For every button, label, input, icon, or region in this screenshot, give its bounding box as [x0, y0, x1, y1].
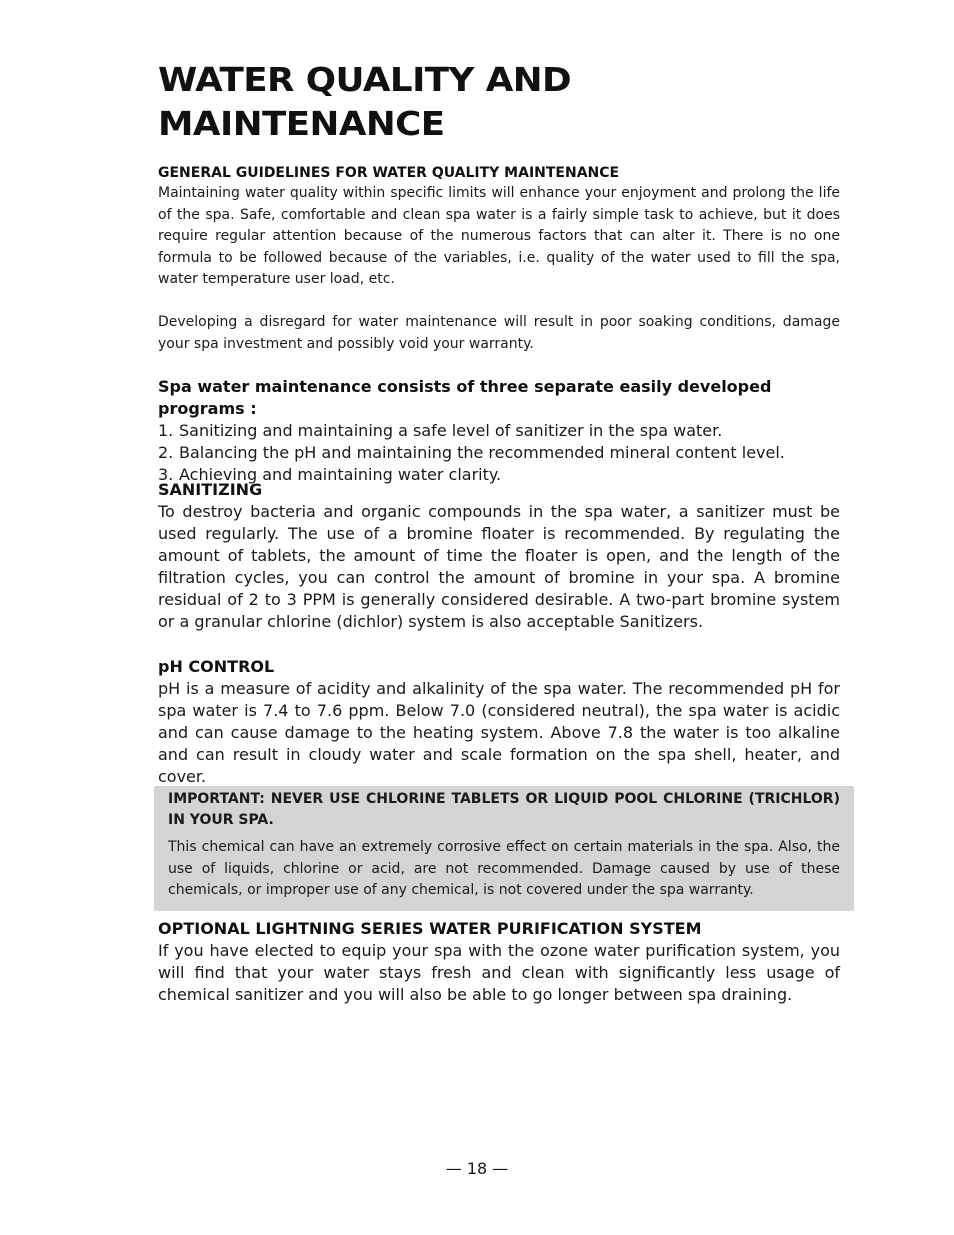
- sanitizing-heading: SANITIZING: [158, 480, 263, 499]
- list-item: 2. Balancing the pH and maintaining the recommended mineral content level.: [158, 443, 785, 462]
- page-number: — 18 —: [445, 1159, 509, 1178]
- list-item: 3. Achieving and maintaining water clarity.: [158, 465, 502, 484]
- ph-control-section: [158, 656, 840, 788]
- important-notice-heading: IMPORTANT: NEVER USE CHLORINE TABLETS OR LIQUID POOL CHLORINE (TRICHLOR) IN YOUR SPA.: [168, 791, 840, 828]
- ph-control-paragraph: pH is a measure of acidity and alkalinity of the spa water. The recommended pH for spa water is 7.4 to 7.6 ppm. Below 7.0 (considered neutral), the spa water is acidic and can cause damage to the heating system. Above 7.8 the water is too alkaline and can result in cloudy water and scale formation on the spa shell, heater, and cover.: [158, 679, 840, 786]
- important-notice-box: [154, 786, 854, 911]
- important-notice-text: This chemical can have an extremely corrosive effect on certain materials in the spa. Also, the use of liquids, chlorine or acid, are not recommended. Damage caused by use of these chemicals, or improper use of any chemical, is not covered under the spa warranty.: [168, 839, 840, 898]
- page-content: [158, 58, 840, 1004]
- page-title: WATER QUALITY AND MAINTENANCE: [158, 60, 572, 143]
- general-guidelines-paragraph-2: Developing a disregard for water maintenance will result in poor soaking conditions, damage your spa investment and possibly void your warranty.: [158, 313, 840, 352]
- general-guidelines-paragraph-1: Maintaining water quality within specific limits will enhance your enjoyment and prolong the life of the spa. Safe, comfortable and clean spa water is a fairly simple task to achieve, but it does require regular attention because of the numerous factors that can alter it. There is no one formula to be followed because of the variables, i.e. quality of the water used to fill the spa, water temperature user load, etc.: [158, 185, 840, 288]
- programs-heading: Spa water maintenance consists of three separate easily developed programs :: [158, 377, 772, 418]
- sanitizing-paragraph: To destroy bacteria and organic compounds in the spa water, a sanitizer must be used regularly. The use of a bromine floater is recommended. By regulating the amount of tablets, the amount of time the floater is open, and the length of the filtration cycles, you can control the amount of bromine in your spa. A bromine residual of 2 to 3 PPM is generally considered desirable. A two-part bromine system or a granular chlorine (dichlor) system is also acceptable Sanitizers.: [158, 502, 840, 631]
- optional-system-paragraph: If you have elected to equip your spa with the ozone water purification system, you will find that your water stays fresh and clean with significantly less usage of chemical sanitizer and you will also be able to go longer between spa draining.: [158, 941, 840, 1004]
- programs-list: [158, 420, 840, 486]
- general-guidelines-heading: GENERAL GUIDELINES FOR WATER QUALITY MAINTENANCE: [158, 165, 620, 181]
- optional-system-heading: OPTIONAL LIGHTNING SERIES WATER PURIFICATION SYSTEM: [158, 919, 702, 938]
- optional-system-section: [158, 918, 840, 1006]
- programs-section: [158, 376, 840, 486]
- sanitizing-section: [158, 479, 840, 633]
- ph-control-heading: pH CONTROL: [158, 657, 275, 676]
- general-guidelines-section: [158, 164, 840, 355]
- list-item: 1. Sanitizing and maintaining a safe level of sanitizer in the spa water.: [158, 421, 723, 440]
